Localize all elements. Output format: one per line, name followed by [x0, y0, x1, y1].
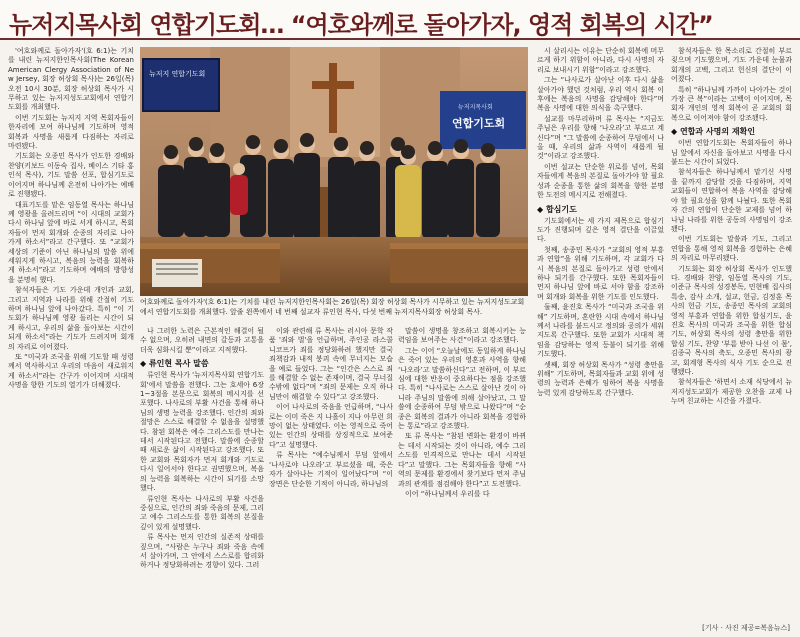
paragraph: '여호와께로 돌아가자'(호 6:1)는 기치를 내린 뉴저지한인목사회(The Korean American Clergy Association of New Jersey, 회장 허상회 목사)는 26일(목) 오전 10시 30분, 회장 허상회 목사가 시무하고 있는 뉴저지성도교회에서 연합기도회를 개최했다.	[8, 47, 134, 112]
paragraph: 둘째, 윤진호 목사가 “미국과 조국을 위해” 기도하며, 혼란한 시대 속에서 하나님께서 나라를 붙드시고 정의와 공의가 세워지도록 간구했다. 또한 교회가 시대적 책임을 감당하는 영적 등불이 되기를 위해 기도했다.	[537, 303, 664, 359]
paragraph: 나 그러한 노력은 근본적인 해결이 될 수 없으며, 오히려 내면의 갈등과 고통을 더욱 심화시킬 뿐”이라고 지적했다.	[140, 327, 264, 354]
svg-text:연합기도회: 연합기도회	[452, 117, 506, 130]
paragraph: 기도회는 오종민 목사가 인도한 경배와찬양(키보드 이동숙 집사, 베이스 기타 홍인석 목사), 기도 말씀 선포, 합심기도로 이어지며 하나님께 온전히 나아가는 예배로 진행됐다.	[8, 152, 134, 199]
section-heading: ◆ 류인현 목사 말씀	[140, 359, 209, 369]
paragraph: 류 목사는 먼저 인간의 실존적 상태를 짚으며, “사람은 누구나 죄와 죽음 속에서 살아가며, 그 안에서 스스로를 합리화하거나 정당화하려는 경향이 있다. 그러	[140, 533, 264, 570]
paragraph: 특히 “하나님께 가까이 나아가는 것이 가장 큰 복”이라는 고백이 이어지며, 목회자 개인의 영적 회복이 곧 교회의 회복으로 이어져야 함이 강조됐다.	[671, 85, 792, 122]
paragraph: 참석자들은 하나님께서 맡기신 사명을 끝까지 감당할 것을 다짐하며, 지역 교회들이 연합하여 복음 사역을 감당해야 할 필요성을 함께 나눴다. 또한 목회자 간의 연합이 단순한 교제를 넘어 하나님 나라를 위한 공동의 사명임이 강조됐다.	[671, 168, 792, 233]
article-column-1	[8, 47, 134, 631]
svg-text:뉴저지목사회: 뉴저지목사회	[458, 104, 493, 111]
paragraph: 셋째, 회장 허상회 목사가 “성령 충만을 위해” 기도하며, 목회자들과 교회 위에 성령의 능력과 은혜가 임하여 복음 사명을 능력 있게 감당하도록 간구했다.	[537, 360, 664, 397]
left-screen	[143, 59, 219, 111]
paragraph: 참석자들은 '하면서 소재 식당에서 뉴저지성도교회가 제공한 오찬을 교제 나누며 친교하는 시간을 가졌다.	[671, 378, 792, 406]
paragraph: 이번 기도회는 말씀과 기도, 그리고 연합을 통해 영적 회복을 경험하는 은혜의 자리로 마무리됐다.	[671, 235, 792, 263]
paragraph: 참석자들은 기도 가운데 개인과 교회, 그리고 지역과 나라를 위해 간절히 기도하며 하나님 앞에 나아갔다. 특히 “이 기도회가 하나님께 영광 돌리는 시간이 되게 하시고, 우리의 삶을 돌아보는 시간이 되게 하소서”라는 기도가 드려지며 회개의 자리로 이어졌다.	[8, 286, 134, 351]
paragraph: 설교를 마무리하며 류 목사는 “지금도 주님은 우리를 향해 ‘나오라’고 부르고 계신다”며 “그 말씀에 순종하여 무덤에서 나올 때, 우리의 삶과 사역이 새롭게 될 것”이라고 강조했다.	[537, 114, 664, 161]
photo-caption: 여호와께로 돌아가자'(호 6:1)는 기치를 내린 뉴저지한인목사회는 26일(목) 회장 허상회 목사가 시무하고 있는 뉴저지성도교회에서 연합기도회를 개최했다. 앞줄 왼쪽에서 네 번째 설교자 류인현 목사, 다섯 번째 뉴저지목사회장 허상회 목사.	[140, 298, 528, 324]
paragraph: 기도회에서는 세 가지 제목으로 합심기도가 진행되며 깊은 영적 결단을 이끌었다.	[537, 216, 664, 244]
paragraph: 이번 연합기도회는 목회자들이 하나님 앞에서 자신을 돌아보고 사명을 다시 붙드는 시간이 되었다.	[671, 139, 792, 167]
church-group-photo	[140, 47, 528, 296]
paragraph: 그는 “나사로가 살아난 이후 다시 삶을 살아가야 했던 것처럼, 우리 역시 회복 이후에는 복음의 사명을 감당해야 한다”며 복음 사명에 대한 의식을 촉구했다.	[537, 76, 664, 113]
headline-bar	[0, 0, 800, 40]
paragraph: 류 목사는 “예수님께서 무덤 앞에서 ‘나사로야 나오라’고 부르셨을 때, 죽은 자가 살아나는 기적이 일어났다”며 “이 장면은 단순한 기적이 아니라, 하나님의	[269, 451, 393, 488]
headline: 뉴저지목사회 연합기도회… “여호와께로 돌아가자, 영적 회복의 시간”	[9, 11, 713, 39]
paragraph: 류인현 목사가 '뉴저지목사회 연합기도회'에서 말씀을 전했다. 그는 호세아 6장 1~3절을 본문으로 회복의 메시지를 선포했다. 나사로의 부활 사건을 통해 하나님의 생명 능력을 강조했다. 인간의 죄와 절망은 스스로 해결할 수 없음을 설명했다. 참된 회복은 예수 그리스도를 만나는 데서 시작된다고 전했다. 말씀에 순종할 때 새로운 삶이 시작된다고 강조했다. 또한 교회와 목회자가 먼저 회개와 기도로 다시 일어서야 한다고 권면했으며, 복음의 능력을 회복하는 시간이 되기를 소망했다.	[140, 371, 264, 493]
section-heading: ◆ 연합과 사명의 재확인	[671, 127, 756, 137]
article-column-4	[398, 327, 526, 627]
paragraph: 그는 이어 “오늘날에도 동일하게 하나님은 죽어 있는 우리의 영혼과 사역을 향해 ‘나오라’고 말씀하신다”고 전하며, 이 부르심에 대한 반응이 중요하다는 점을 강조했다. 특히 “나사로는 스스로 살아난 것이 아니라 주님의 말씀에 의해 살아났고, 그 말씀에 순종하여 무덤 밖으로 나왔다”며 “순종은 회복의 결과가 아니라 회복을 경험하는 통로”라고 강조했다.	[398, 346, 526, 431]
article-photo	[140, 47, 528, 296]
paragraph: 참석자들은 한 목소리로 간절히 부르짖으며 기도했으며, 기도 가운데 눈물과 회개의 고백, 그리고 헌신의 결단이 이어졌다.	[671, 47, 792, 84]
paragraph: 이어 나사로의 죽음을 언급하며, “나사로는 이미 죽은 지 나흘이 지나 아무런 희망이 없는 상태였다. 이는 영적으로 죽어 있는 인간의 상태를 상징적으로 보여준다”고 설명했다.	[269, 403, 393, 449]
paragraph: 첫째, 송종민 목사가 “교회의 영적 부흥과 연합”을 위해 기도하며, 각 교회가 다시 복음의 본질로 돌아가고 성령 안에서 하나 되기를 간구했다. 또한 목회자들이 먼저 하나님 앞에 바로 서야 함을 강조하며 회개와 회복을 위한 기도를 인도했다.	[537, 245, 664, 301]
paragraph: 이어 “하나님께서 우리를 다	[405, 489, 490, 498]
paragraph: 말씀이 생명을 창조하고 회복시키는 능력임을 보여주는 사건”이라고 강조했다.	[398, 327, 526, 345]
paragraph: 이번 설교는 단순한 위로를 넘어, 목회자들에게 복음의 본질로 돌아가야 할 필요성과 순종을 통한 삶의 회복을 향한 분명한 도전의 메시지로 전해졌다.	[537, 162, 664, 200]
article-column-6	[671, 47, 792, 631]
cross-icon	[329, 63, 337, 133]
paragraph: 이번 기도회는 뉴저지 지역 목회자들이 한자리에 모여 하나님께 기도하며 영적 회복과 사명을 새롭게 다짐하는 자리로 마련됐다.	[8, 113, 134, 151]
paragraph: 또 “미국과 조국을 위해 기도할 때 성령께서 역사하시고 우리의 마음이 새로워지게 하소서”라는 간구가 이어지며 시대적 사명을 향한 기도의 열기가 더해졌다.	[8, 353, 134, 390]
left-screen-text: 뉴저지 연합기도회	[149, 70, 206, 78]
photo-credit: [기사 · 사진 제공=복음뉴스]	[702, 624, 790, 632]
paragraph: 기도회는 회장 허상회 목사가 인도했다. 경배와 찬양, 임동열 목사의 기도, 이준규 목사의 성경봉독, 민현배 집사의 특송, 감사 소개, 설교, 헌금, 김정훈 목사의 헌금 기도, 송종민 목사의 교회의 영적 부흥과 연합을 위한 합심기도, 윤진호 목사의 미국과 조국을 위한 합심 기도, 허상회 목사의 성령 충만을 위한 합심 기도, 찬양 '부름 받아 나선 이 몸', 김종국 목사의 축도, 오종민 목사의 광고, 회계형 목사의 식사 기도 순으로 진행됐다.	[671, 264, 792, 376]
paragraph: 대표기도를 맡은 임동열 목사는 하나님께 영광을 올려드리며 “이 시대의 교회가 다시 하나님 앞에 바로 서게 하시고, 목회자들이 먼저 회개와 순종의 자리로 나아가게 하소서”라고 간구했다. 또 “교회가 세상의 기준이 아닌 하나님의 말씀 위에 세워지게 하시고, 복음의 능력을 회복하게 하소서”라고 기도하며 예배의 방향성을 분명히 했다.	[8, 200, 134, 284]
paragraph: 류인현 목사는 나사로의 부활 사건을 중심으로, 인간의 죄와 죽음의 문제, 그리고 예수 그리스도를 통한 회복의 본질을 깊이 있게 설명했다.	[140, 494, 264, 531]
section-heading: ◆ 합심기도	[537, 204, 577, 214]
article-column-2	[140, 327, 264, 627]
paragraph: 또 류 목사는 “참된 변화는 환경이 바뀌는 데서 시작되는 것이 아니라, 예수 그리스도를 인격적으로 만나는 데서 시작된다”고 말했다. 그는 목회자들을 향해 “사역의 문제를 환경에서 찾기보다 먼저 주님과의 관계를 점검해야 한다”고 도전했다.	[398, 432, 526, 488]
paragraph: 이와 관련해 류 목사는 러시아 문학 작품 '죄와 벌'을 언급하며, 주인공 라스콜니코프가 죄를 정당화하려 했지만 결국 죄책감과 내적 붕괴 속에 무너지는 모습을 예로 들었다. 그는 “인간은 스스로 죄를 해결할 수 없는 존재이며, 결국 무너질 수밖에 없다”며 “죄의 문제는 오직 하나님만이 해결할 수 있다”고 강조했다.	[269, 327, 393, 401]
paragraph: 시 살리시는 이유는 단순히 회복에 머무르게 하기 위함이 아니라, 다시 사명의 자리로 보내시기 위함”이라고 강조했다.	[537, 47, 664, 74]
article-column-5	[537, 47, 664, 631]
article-column-3	[269, 327, 393, 627]
